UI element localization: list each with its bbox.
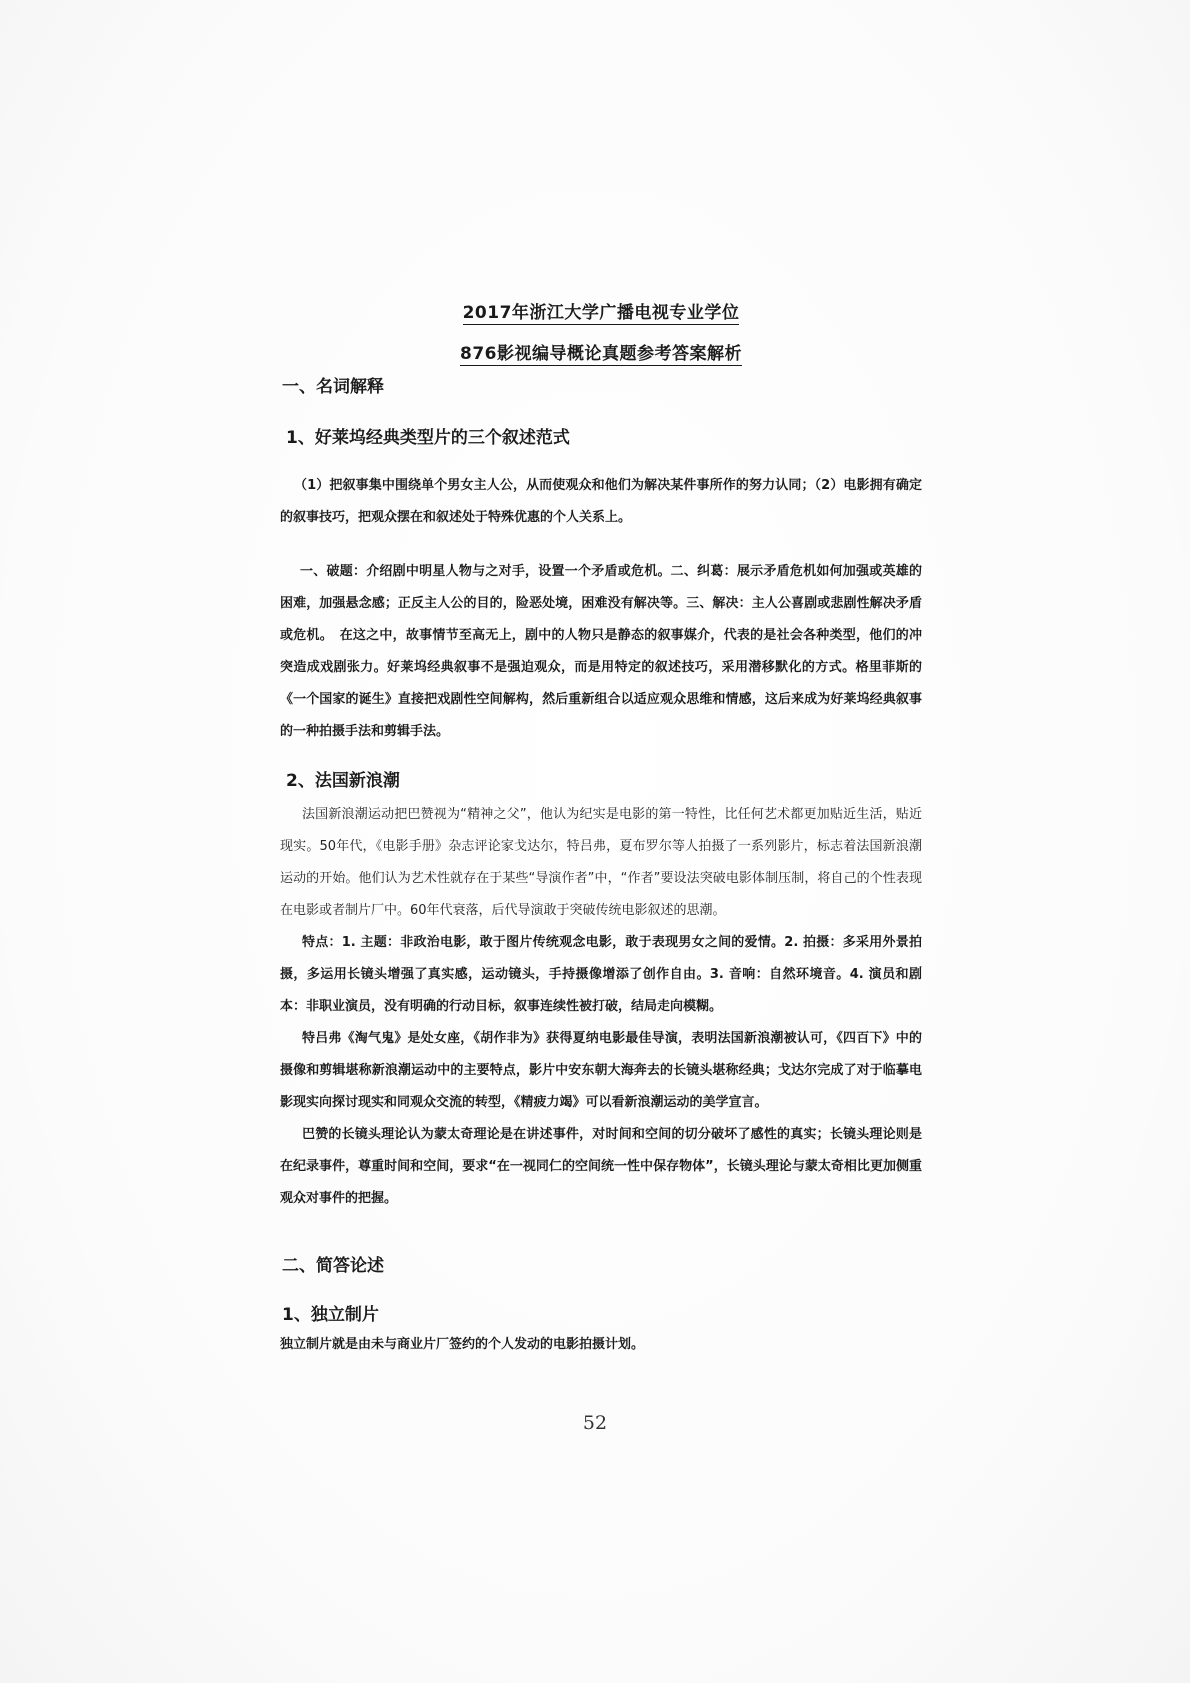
document-page: [280, 298, 922, 1361]
section-1-item-2-para-1: 法国新浪潮运动把巴赞视为“精神之父”，他认为纪实是电影的第一特性，比任何艺术都更加贴近生活，贴近现实。50年代，《电影手册》杂志评论家戈达尔，特吕弗，夏布罗尔等人拍摄了一系列影片，标志着法国新浪潮运动的开始。他们认为艺术性就存在于某些“导演作者”中，“作者”要设法突破电影体制压制，将自己的个性表现在电影或者制片厂中。60年代衰落，后代导演敢于突破传统电影叙述的思潮。: [280, 807, 922, 918]
section-1-item-2-heading: 2、法国新浪潮: [286, 771, 400, 791]
section-2-item-1-heading: 1、独立制片: [282, 1305, 379, 1325]
section-2-item-1-para-1: 独立制片就是由未与商业片厂签约的个人发动的电影拍摄计划。: [280, 1337, 645, 1352]
document-title-line-1: 2017年浙江大学广播电视专业学位: [462, 303, 740, 323]
section-1-item-2-para-2: 特点：1. 主题：非政治电影，敢于图片传统观念电影，敢于表现男女之间的爱情。2. 拍摄：多采用外景拍摄，多运用长镜头增强了真实感，运动镜头，手持摄像增添了创作自由。3. 音响：自然环境音。4. 演员和剧本：非职业演员，没有明确的行动目标，叙事连续性被打破，结局走向模糊。: [280, 935, 922, 1014]
section-2-heading: 二、简答论述: [282, 1256, 384, 1276]
section-1-item-1-para-1: （1）把叙事集中围绕单个男女主人公，从而使观众和他们为解决某件事所作的努力认同；（2）电影拥有确定的叙事技巧，把观众摆在和叙述处于特殊优惠的个人关系上。: [280, 478, 922, 525]
section-1-item-2-para-3: 特吕弗《淘气鬼》是处女座，《胡作非为》获得夏纳电影最佳导演，表明法国新浪潮被认可，《四百下》中的摄像和剪辑堪称新浪潮运动中的主要特点，影片中安东朝大海奔去的长镜头堪称经典；戈达尔完成了对于临摹电影现实向探讨现实和同观众交流的转型，《精疲力竭》可以看新浪潮运动的美学宣言。: [280, 1031, 922, 1110]
section-1-item-2-para-4: 巴赞的长镜头理论认为蒙太奇理论是在讲述事件，对时间和空间的切分破坏了感性的真实；长镜头理论则是在纪录事件，尊重时间和空间，要求“在一视同仁的空间统一性中保存物体”，长镜头理论与蒙太奇相比更加侧重观众对事件的把握。: [280, 1127, 922, 1206]
section-1-heading: 一、名词解释: [282, 377, 384, 397]
section-1-item-1-heading: 1、好莱坞经典类型片的三个叙述范式: [286, 428, 570, 448]
section-1-item-1-para-2: 一、破题：介绍剧中明星人物与之对手，设置一个矛盾或危机。二、纠葛：展示矛盾危机如何加强或英雄的困难，加强悬念感；正反主人公的目的，险恶处境，困难没有解决等。三、解决：主人公喜剧或悲剧性解决矛盾或危机。 在这之中，故事情节至高无上，剧中的人物只是静态的叙事媒介，代表的是社会各种类型，他们的冲突造成戏剧张力。好莱坞经典叙事不是强迫观众，而是用特定的叙述技巧，采用潜移默化的方式。格里菲斯的《一个国家的诞生》直接把戏剧性空间解构，然后重新组合以适应观众思维和情感，这后来成为好莱坞经典叙事的一种拍摄手法和剪辑手法。: [280, 564, 922, 739]
document-title-line-2: 876影视编导概论真题参考答案解析: [460, 344, 742, 364]
page-number: 52: [582, 1412, 608, 1434]
